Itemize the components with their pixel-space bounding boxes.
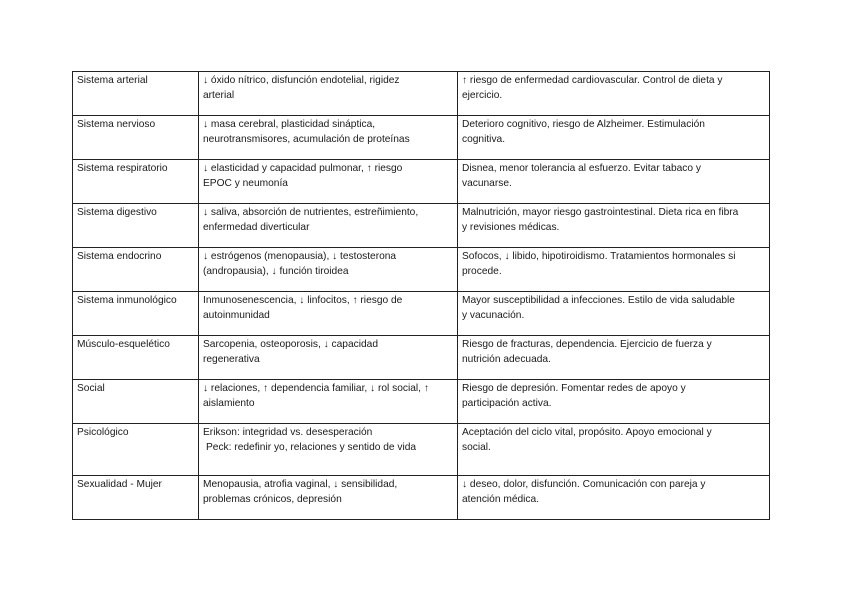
implications-cell: ↓ deseo, dolor, disfunción. Comunicación con pareja y atención médica. [458,476,770,520]
system-cell: Sistema inmunológico [73,292,199,336]
table-row [73,248,770,292]
system-cell: Músculo-esquelético [73,336,199,380]
system-cell: Sistema endocrino [73,248,199,292]
implications-cell: Aceptación del ciclo vital, propósito. Apoyo emocional y social. [458,424,770,476]
changes-cell: ↓ saliva, absorción de nutrientes, estreñimiento, enfermedad diverticular [199,204,458,248]
system-cell: Psicológico [73,424,199,476]
implications-cell: Malnutrición, mayor riesgo gastrointestinal. Dieta rica en fibra y revisiones médicas. [458,204,770,248]
system-cell: Sistema respiratorio [73,160,199,204]
changes-cell: ↓ óxido nítrico, disfunción endotelial, rigidez arterial [199,72,458,116]
changes-cell: Erikson: integridad vs. desesperación Peck: redefinir yo, relaciones y sentido de vida [199,424,458,476]
implications-cell: Deterioro cognitivo, riesgo de Alzheimer. Estimulación cognitiva. [458,116,770,160]
system-cell: Sexualidad - Mujer [73,476,199,520]
table-row [73,116,770,160]
table-row [73,160,770,204]
table-row [73,336,770,380]
table-row [73,424,770,476]
changes-cell: Inmunosenescencia, ↓ linfocitos, ↑ riesgo de autoinmunidad [199,292,458,336]
system-cell: Sistema nervioso [73,116,199,160]
implications-cell: Sofocos, ↓ libido, hipotiroidismo. Tratamientos hormonales si procede. [458,248,770,292]
implications-cell: Disnea, menor tolerancia al esfuerzo. Evitar tabaco y vacunarse. [458,160,770,204]
implications-cell: Riesgo de depresión. Fomentar redes de apoyo y participación activa. [458,380,770,424]
changes-cell: Menopausia, atrofia vaginal, ↓ sensibilidad, problemas crónicos, depresión [199,476,458,520]
changes-cell: ↓ masa cerebral, plasticidad sináptica, neurotransmisores, acumulación de proteínas [199,116,458,160]
changes-cell: ↓ estrógenos (menopausia), ↓ testosterona (andropausia), ↓ función tiroidea [199,248,458,292]
table-row [73,292,770,336]
table-row [73,476,770,520]
system-cell: Sistema arterial [73,72,199,116]
table-row [73,204,770,248]
system-cell: Sistema digestivo [73,204,199,248]
system-cell: Social [73,380,199,424]
changes-cell: Sarcopenia, osteoporosis, ↓ capacidad regenerativa [199,336,458,380]
table-row [73,380,770,424]
implications-cell: Riesgo de fracturas, dependencia. Ejercicio de fuerza y nutrición adecuada. [458,336,770,380]
implications-cell: ↑ riesgo de enfermedad cardiovascular. Control de dieta y ejercicio. [458,72,770,116]
table-row [73,72,770,116]
implications-cell: Mayor susceptibilidad a infecciones. Estilo de vida saludable y vacunación. [458,292,770,336]
changes-cell: ↓ relaciones, ↑ dependencia familiar, ↓ rol social, ↑ aislamiento [199,380,458,424]
aging-systems-table [72,71,770,520]
changes-cell: ↓ elasticidad y capacidad pulmonar, ↑ riesgo EPOC y neumonía [199,160,458,204]
